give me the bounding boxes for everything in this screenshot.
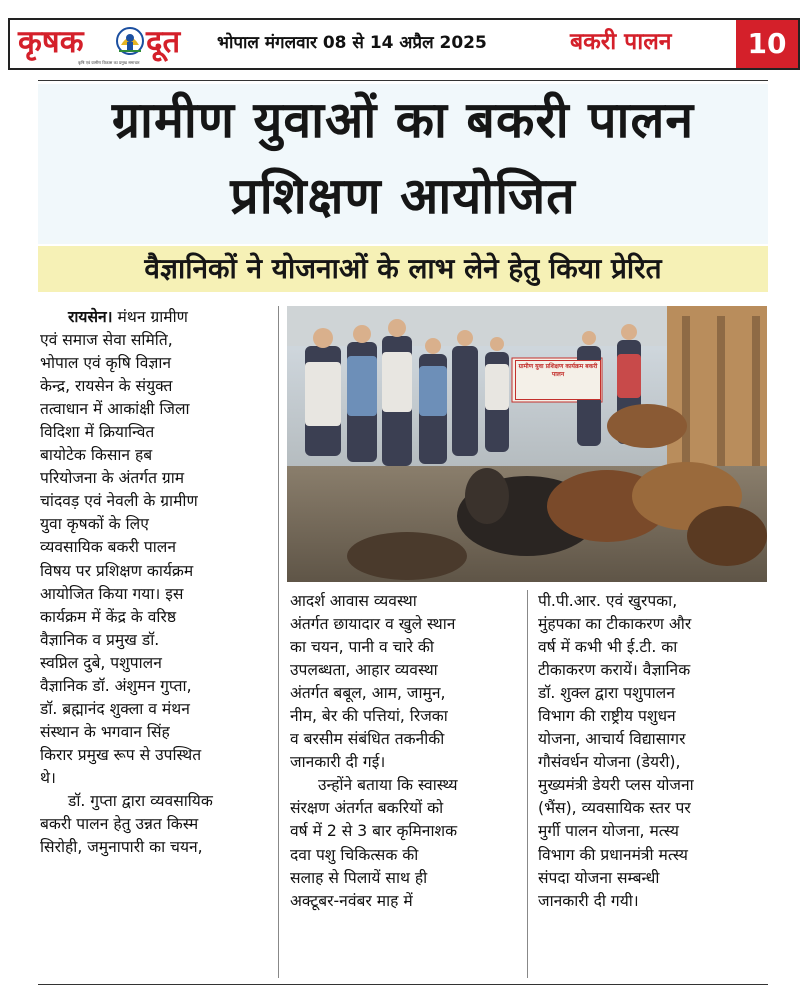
column-line: विभाग की प्रधानमंत्री मत्स्य [538, 845, 688, 864]
column-line: संपदा योजना सम्बन्धी [538, 868, 660, 887]
dateline: रायसेन। [68, 308, 113, 326]
column-line: व बरसीम संबंधित तकनीकी [290, 730, 445, 749]
column-line: का चयन, पानी व चारे की [290, 638, 434, 657]
headline-line-2: प्रशिक्षण आयोजित [230, 167, 576, 225]
column-line: एवं समाज सेवा समिति, [40, 331, 173, 350]
column-line: डॉ. शुक्ल द्वारा पशुपालन [538, 684, 675, 703]
article-column-1 [40, 306, 266, 859]
column-line: बकरी पालन हेतु उन्नत किस्म [40, 815, 199, 834]
column-line: जानकारी दी गई। [290, 753, 386, 772]
logo-text-left: कृषक [18, 24, 84, 60]
photo-banner [515, 360, 601, 400]
column-divider [278, 306, 279, 978]
newspaper-logo[interactable] [18, 22, 210, 66]
column-divider [527, 590, 528, 978]
goat-training-photo-icon [287, 306, 767, 582]
column-line: व्यवसायिक बकरी पालन [40, 538, 177, 557]
column-line: अंतर्गत बबूल, आम, जामुन, [290, 684, 446, 703]
column-line: वैज्ञानिक डॉ. अंशुमन गुप्ता, [40, 676, 192, 695]
column-line: विभाग की राष्ट्रीय पशुधन [538, 707, 676, 726]
column-line: रायसेन। मंथन ग्रामीण [68, 308, 188, 326]
article-column-2 [290, 590, 518, 913]
page-number-badge: 10 [736, 20, 798, 68]
farmer-emblem-icon [116, 26, 144, 56]
column-line: योजना, आचार्य विद्यासागर [538, 730, 686, 749]
column-line: स्वप्निल दुबे, पशुपालन [40, 653, 162, 672]
column-line: चांदवड़ एवं नेवली के ग्रामीण [40, 492, 198, 511]
column-line: वैज्ञानिक व प्रमुख डॉ. [40, 630, 160, 649]
column-line: संरक्षण अंतर्गत बकरियों को [290, 799, 444, 818]
column-line: डॉ. ब्रह्मानंद शुक्ला व मंथन [40, 699, 190, 718]
column-line: पी.पी.आर. एवं खुरपका, [538, 592, 678, 610]
column-line: उपलब्धता, आहार व्यवस्था [290, 661, 438, 680]
masthead [8, 18, 800, 70]
goat-training-photo[interactable] [287, 306, 767, 582]
column-line: गौसंवर्धन योजना (डेयरी), [538, 753, 681, 772]
column-line: जानकारी दी गयी। [538, 891, 639, 910]
column-line: दवा पशु चिकित्सक की [290, 845, 419, 864]
section-title: बकरी पालन [570, 29, 672, 55]
column-line: नीम, बेर की पत्तियां, रिजका [290, 707, 448, 726]
column-line: परियोजना के अंतर्गत ग्राम [40, 469, 185, 488]
column-line: केन्द्र, रायसेन के संयुक्त [40, 377, 173, 396]
column-line: भोपाल एवं कृषि विज्ञान [40, 354, 172, 373]
subheadline: वैज्ञानिकों ने योजनाओं के लाभ लेने हेतु किया प्रेरित [38, 246, 768, 292]
logo-tagline: कृषि एवं ग्रामीण विकास का प्रमुख समाचार [78, 60, 140, 65]
column-line: कार्यक्रम में केंद्र के वरिष्ठ [40, 607, 177, 626]
bottom-rule [38, 984, 768, 985]
column-line: सलाह से पिलायें साथ ही [290, 868, 428, 887]
column-line: मुंहपका का टीकाकरण और [538, 615, 692, 634]
photo-banner-text: ग्रामीण युवा प्रशिक्षण कार्यक्रम बकरी पालन [518, 363, 598, 378]
column-line: डॉ. गुप्ता द्वारा व्यवसायिक [68, 791, 213, 810]
column-line: वर्ष में कभी भी ई.टी. का [538, 638, 678, 657]
column-line: आयोजित किया गया। इस [40, 584, 184, 603]
column-line: टीकाकरण करायें। वैज्ञानिक [538, 661, 691, 680]
column-line: किरार प्रमुख रूप से उपस्थित [40, 745, 202, 764]
column-line: अक्टूबर-नवंबर माह में [290, 891, 413, 910]
column-line: थे। [40, 768, 56, 787]
column-line: अंतर्गत छायादार व खुले स्थान [290, 615, 456, 634]
column-line: तत्वाधान में आकांक्षी जिला [40, 400, 190, 419]
column-line: वर्ष में 2 से 3 बार कृमिनाशक [290, 822, 458, 841]
column-line: युवा कृषकों के लिए [40, 515, 149, 534]
column-line: (भैंस), व्यवसायिक स्तर पर [538, 799, 691, 818]
logo-text-right: दूत [146, 24, 181, 60]
column-line: सिरोही, जमुनापारी का चयन, [40, 838, 203, 857]
edition-date: भोपाल मंगलवार 08 से 14 अप्रैल 2025 [217, 33, 487, 53]
column-line: मुर्गी पालन योजना, मत्स्य [538, 822, 679, 841]
column-line: मुख्यमंत्री डेयरी प्लस योजना [538, 776, 694, 795]
headline-line-1: ग्रामीण युवाओं का बकरी पालन [111, 91, 695, 149]
column-line: बायोटेक किसान हब [40, 446, 153, 465]
column-line: विषय पर प्रशिक्षण कार्यक्रम [40, 561, 194, 580]
column-line: विदिशा में क्रियान्वित [40, 423, 155, 442]
top-rule [38, 80, 768, 81]
column-line: संस्थान के भगवान सिंह [40, 722, 170, 741]
column-line: आदर्श आवास व्यवस्था [290, 592, 417, 610]
article-column-3 [538, 590, 766, 913]
column-line: उन्होंने बताया कि स्वास्थ्य [318, 776, 458, 795]
headline-block [38, 84, 768, 244]
